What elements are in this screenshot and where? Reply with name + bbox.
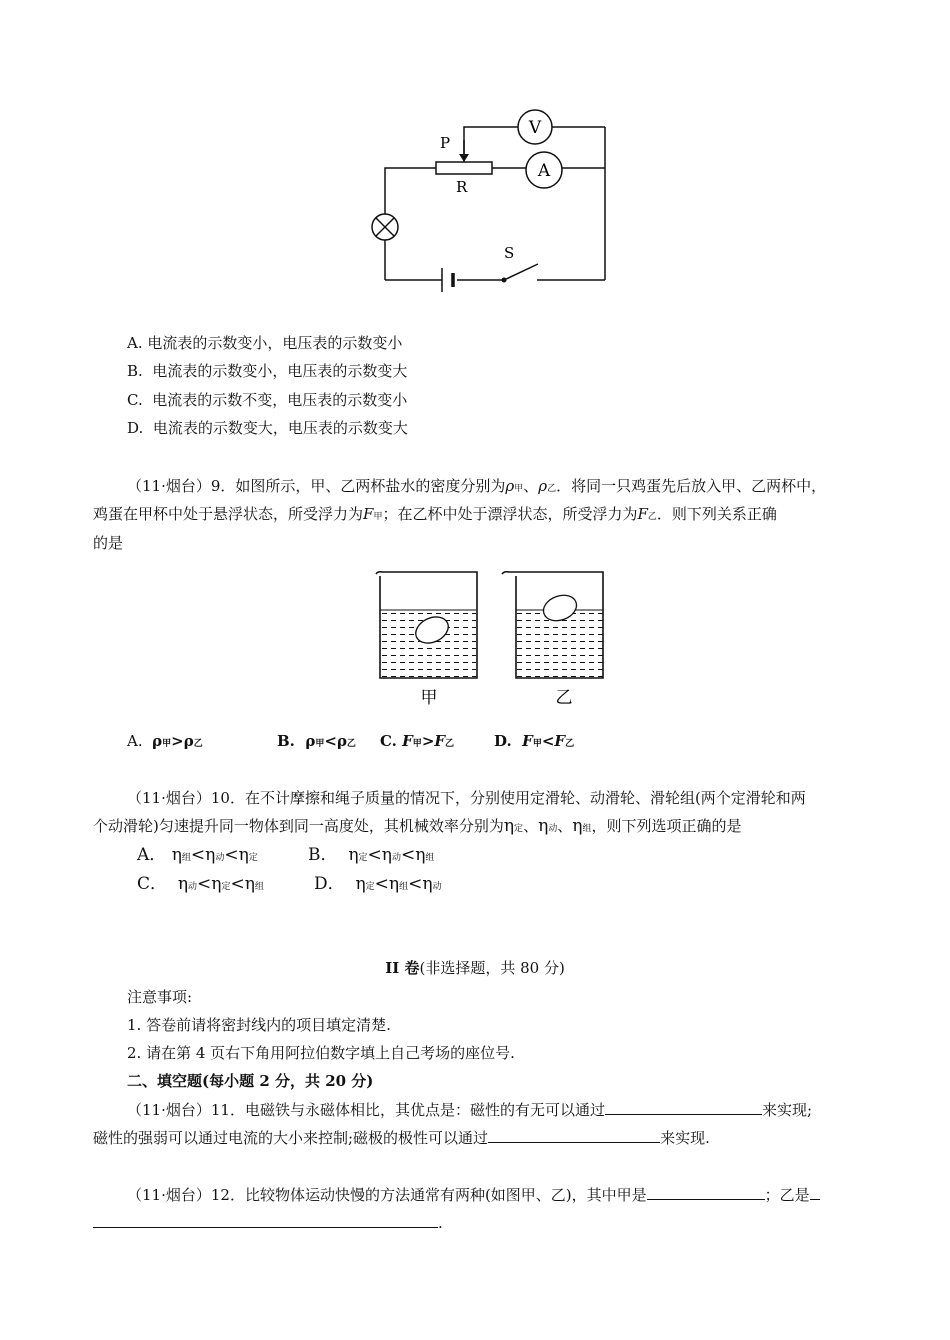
q11-blank-2[interactable] <box>488 1127 660 1143</box>
beaker-yi <box>502 572 603 678</box>
battery-symbol <box>442 268 453 292</box>
svg-text:S: S <box>504 244 515 262</box>
q12-line2: . <box>93 1212 443 1233</box>
voltmeter-symbol <box>518 110 552 144</box>
q12-line1: （11·烟台）12．比较物体运动快慢的方法通常有两种(如图甲、乙)，其中甲是 ；乙是 <box>127 1184 820 1205</box>
beaker-label-jia: 甲 <box>420 688 438 708</box>
q9-line2: 鸡蛋在甲杯中处于悬浮状态，所受浮力为F甲；在乙杯中处于漂浮状态，所受浮力为F乙．则下列关系正确 <box>93 505 777 523</box>
svg-text:V: V <box>528 118 542 138</box>
part2-title: II 卷(非选择题，共 80 分) <box>385 959 565 977</box>
notice-title: 注意事项: <box>127 988 193 1006</box>
beaker-jia <box>376 572 477 678</box>
q9-option-d: D. F甲<F乙 <box>494 732 575 750</box>
notice-1: 1. 答卷前请将密封线内的项目填定清楚. <box>127 1016 391 1034</box>
svg-text:R: R <box>456 178 468 196</box>
section-heading: 二、填空题(每小题 2 分，共 20 分) <box>127 1072 374 1090</box>
q11-blank-1[interactable] <box>605 1099 762 1115</box>
option-d: D. 电流表的示数变大，电压表的示数变大 <box>127 419 408 437</box>
q10-line1: （11·烟台）10．在不计摩擦和绳子质量的情况下，分别使用定滑轮、动滑轮、滑轮组(两个定滑轮和两 <box>127 789 806 807</box>
q9-line3: 的是 <box>93 534 124 552</box>
q9-option-c: C. F甲>F乙 <box>380 732 455 750</box>
q12-blank-1[interactable] <box>647 1184 765 1200</box>
beaker-label-yi: 乙 <box>555 688 573 708</box>
q12-blank-2[interactable] <box>93 1212 438 1228</box>
q9-option-a: A. ρ甲>ρ乙 <box>127 732 203 750</box>
option-a: A. 电流表的示数变小，电压表的示数变小 <box>127 334 403 352</box>
lamp-symbol <box>372 214 398 240</box>
q9-option-b: B. ρ甲<ρ乙 <box>277 732 356 750</box>
rheostat-symbol <box>436 134 492 196</box>
svg-text:P: P <box>440 134 451 152</box>
switch-symbol <box>502 244 539 283</box>
q10-line2: 个动滑轮)匀速提升同一物体到同一高度处，其机械效率分别为η定、η动、η组，则下列选项正确的是 <box>93 816 742 836</box>
q10-option-c: C． η动<η定<η组 <box>137 874 264 894</box>
beakers-figure <box>372 568 612 713</box>
option-b: B. 电流表的示数变小，电压表的示数变大 <box>127 362 408 380</box>
svg-text:A: A <box>537 161 551 181</box>
q10-option-b: B． η定<η动<η组 <box>308 845 435 865</box>
notice-2: 2. 请在第 4 页右下角用阿拉伯数字填上自己考场的座位号. <box>127 1044 515 1062</box>
q11-line1: （11·烟台）11．电磁铁与永磁体相比，其优点是：磁性的有无可以通过 来实现; <box>127 1101 813 1119</box>
q10-option-d: D． η定<η组<η动 <box>314 874 442 894</box>
circuit-diagram <box>360 100 620 300</box>
ammeter-symbol <box>526 152 562 188</box>
option-c: C. 电流表的示数不变，电压表的示数变小 <box>127 391 408 409</box>
q10-option-a: A． η组<η动<η定 <box>137 845 258 865</box>
q9-line1: （11·烟台）9．如图所示，甲、乙两杯盐水的密度分别为ρ甲、ρ乙．将同一只鸡蛋先后放入甲、乙两杯中， <box>127 477 827 495</box>
q11-line2: 磁性的强弱可以通过电流的大小来控制;磁极的极性可以通过 来实现. <box>93 1129 710 1147</box>
